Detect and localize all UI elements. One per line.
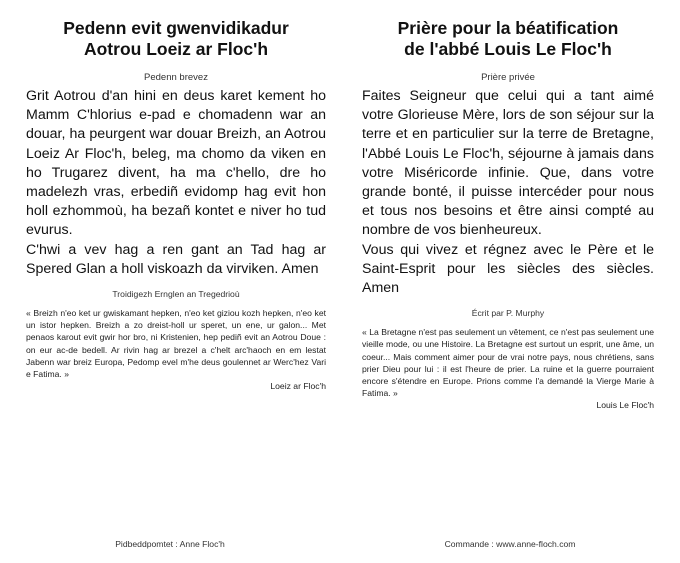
breton-quote-signature: Loeiz ar Floc'h — [270, 381, 326, 392]
french-title — [362, 18, 654, 60]
breton-quote — [26, 307, 326, 392]
breton-footer: Pidbeddpomtet : Anne Floc'h — [115, 539, 225, 549]
breton-subtitle: Pedenn brevez — [144, 72, 208, 83]
breton-title — [26, 18, 326, 60]
french-title-line2: de l'abbé Louis Le Floc'h — [404, 39, 612, 59]
breton-translation-credit: Troidigezh Ernglen an Tregedrioù — [112, 289, 240, 300]
french-prayer — [362, 87, 654, 298]
french-author-credit: Écrit par P. Murphy — [471, 308, 545, 319]
french-subtitle: Prière privée — [481, 72, 535, 83]
breton-prayer — [26, 87, 326, 279]
french-quote — [362, 326, 654, 411]
french-quote-signature: Louis Le Floc'h — [596, 400, 654, 411]
french-title-line1: Prière pour la béatification — [397, 18, 619, 38]
breton-title-line1: Pedenn evit gwenvidikadur — [63, 18, 289, 38]
french-footer: Commande : www.anne-floch.com — [444, 539, 576, 549]
breton-title-line2: Aotrou Loeiz ar Floc'h — [83, 39, 269, 59]
french-prayer-paragraph-1: Faites Seigneur que celui qui a tant aimé votre Glorieuse Mère, lors de son séjour sur la terre et en particulier sur la terre de Bretagne, l'Abbé Louis Le Floc'h, séjourne à jamais dans votre Miséricorde infinie. Que, dans votre grande bonté, il puisse intercéder pour nous et tous nos besoins et être ainsi compté au nombre de vos bienheureux. — [362, 88, 654, 239]
french-prayer-paragraph-2: Vous qui vivez et régnez avec le Père et le Saint-Esprit pour les siècles des siècles. Amen — [362, 241, 654, 297]
french-quote-text: « La Bretagne n'est pas seulement un vêtement, ce n'est pas seulement une vieille mode, ou une Histoire. La Bretagne est surtout un esprit, une âme, un coeur... Mais comment aimer pour de vrai notre pays, nous chrétiens, sans prier Dieu pour lui : il est l'heure de prier. La ruine et la guerre pourraient encore s'étendre en Europe. Prions comme l'a demandé la Vierge Marie à Fatima. » — [362, 327, 654, 399]
breton-prayer-paragraph-2: C'hwi a vev hag a ren gant an Tad hag ar Spered Glan a holl viskoazh da virviken. Amen — [26, 241, 326, 277]
breton-prayer-paragraph-1: Grit Aotrou d'an hini en deus karet kement ho Mamm C'hlorius e-pad e chomadenn war an douar, ha peurgent war douar Breizh, an Aotrou Loeiz Ar Floc'h, beleg, ma chomo da viken en ho Trugarez divent, ha ma c'hello, dre ho madelezh vras, erbediñ evidomp hag evit hon holl ezhommoù, ha bezañ kontet e niver ho tud evurus. — [26, 88, 326, 239]
french-column — [340, 0, 680, 563]
breton-quote-text: « Breizh n'eo ket ur gwiskamant hepken, n'eo ket giziou kozh hepken, n'eo ket un istor hepken. Breizh a zo dreist-holl ur speret, un ene, ur galon... Met penaos karout evit gwir hor bro, ni Kristenien, hep pediñ evit an Aotrou Doue : on eur ac-de bedell. Ar rivin hag ar brezel a c'helt arc'haoch en em lestat Jabenn war breiz Europa, Pedomp evel m'he deus goulennet ar Werc'hez Vari e Fatima. » — [26, 308, 326, 380]
